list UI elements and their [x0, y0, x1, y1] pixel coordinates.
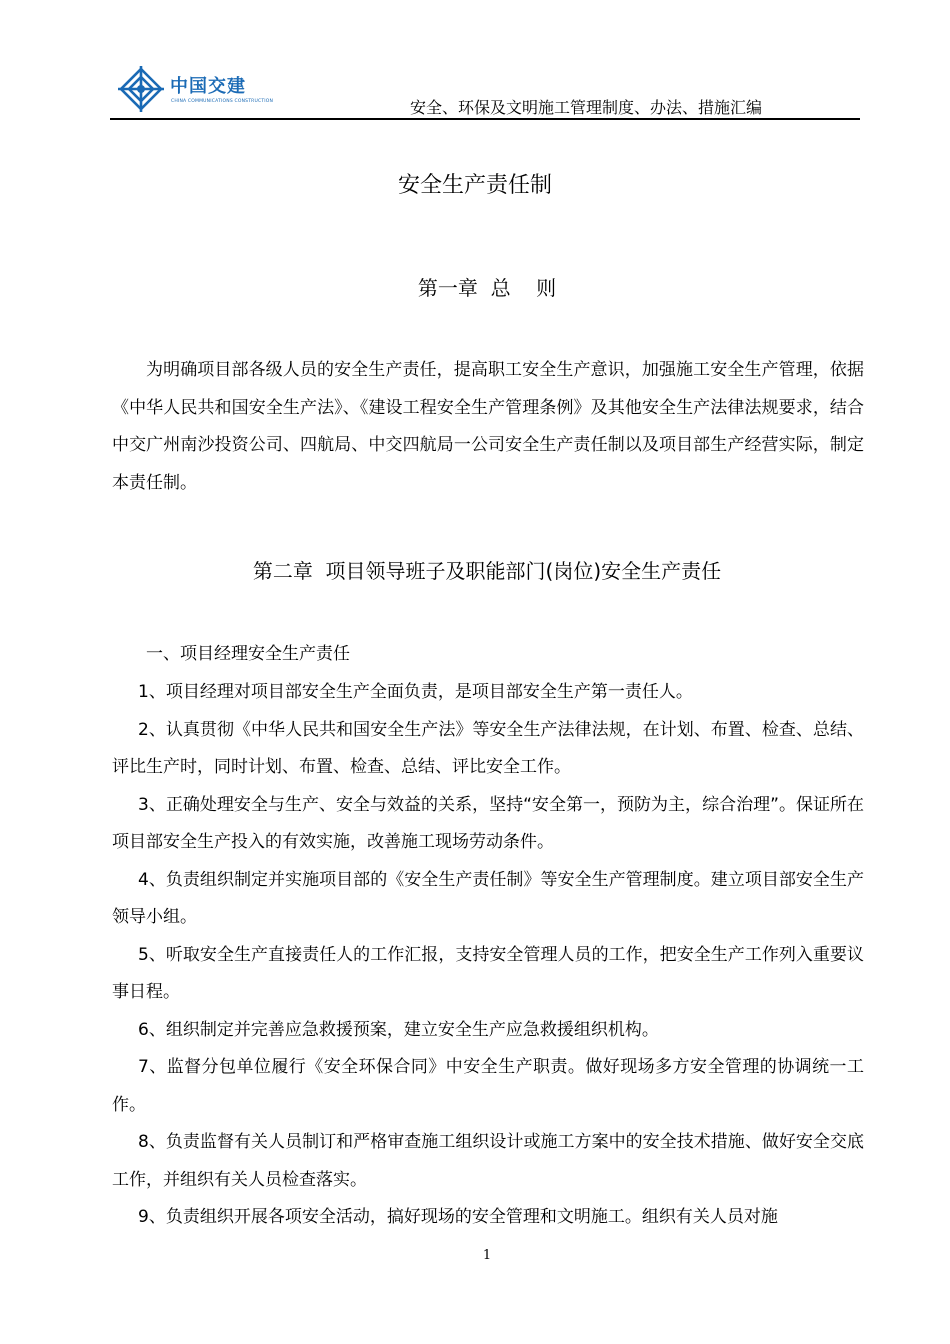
list-item: 3、正确处理安全与生产、安全与效益的关系，坚持“安全第一，预防为主，综合治理”。保证所在项目部安全生产投入的有效实施，改善施工现场劳动条件。	[112, 794, 864, 852]
company-logo	[118, 66, 278, 112]
list-item: 4、负责组织制定并实施项目部的《安全生产责任制》等安全生产管理制度。建立项目部安全生产领导小组。	[112, 869, 864, 927]
section-heading: 一、项目经理安全生产责任	[146, 644, 350, 664]
list-item: 7、监督分包单位履行《安全环保合同》中安全生产职责。做好现场多方安全管理的协调统一工作。	[112, 1057, 864, 1115]
header-title: 安全、环保及文明施工管理制度、办法、措施汇编	[409, 98, 762, 117]
list-item: 5、听取安全生产直接责任人的工作汇报，支持安全管理人员的工作，把安全生产工作列入重要议事日程。	[112, 944, 864, 1002]
chapter-1-title: 第一章 总 则	[417, 276, 557, 300]
responsibility-list	[112, 674, 864, 1237]
list-item: 2、认真贯彻《中华人民共和国安全生产法》等安全生产法律法规，在计划、布置、检查、总结、评比生产时，同时计划、布置、检查、总结、评比安全工作。	[112, 719, 864, 777]
page-number: 1	[482, 1248, 492, 1263]
document-title: 安全生产责任制	[397, 173, 552, 198]
chapter-2-title: 第二章 项目领导班子及职能部门(岗位)安全生产责任	[252, 559, 722, 583]
ccc-logo-icon	[118, 66, 164, 112]
logo-english-text: CHINA COMMUNICATIONS CONSTRUCTION	[171, 99, 274, 104]
list-item: 9、负责组织开展各项安全活动，搞好现场的安全管理和文明施工。组织有关人员对施	[138, 1207, 778, 1227]
header-divider	[110, 118, 860, 120]
list-item: 6、组织制定并完善应急救援预案，建立安全生产应急救援组织机构。	[138, 1019, 659, 1040]
logo-chinese-text: 中国交建	[170, 76, 246, 97]
page-header	[110, 58, 860, 120]
list-item: 1、项目经理对项目部安全生产全面负责，是项目部安全生产第一责任人。	[138, 682, 693, 702]
intro-paragraph: 为明确项目部各级人员的安全生产责任，提高职工安全生产意识，加强施工安全生产管理，依据《中华人民共和国安全生产法》、《建设工程安全生产管理条例》及其他安全生产法律法规要求，结合中交广州南沙投资公司、四航局、中交四航局一公司安全生产责任制以及项目部生产经营实际，制定本责任制。	[112, 360, 864, 493]
list-item: 8、负责监督有关人员制订和严格审查施工组织设计或施工方案中的安全技术措施、做好安全交底工作，并组织有关人员检查落实。	[112, 1132, 864, 1190]
